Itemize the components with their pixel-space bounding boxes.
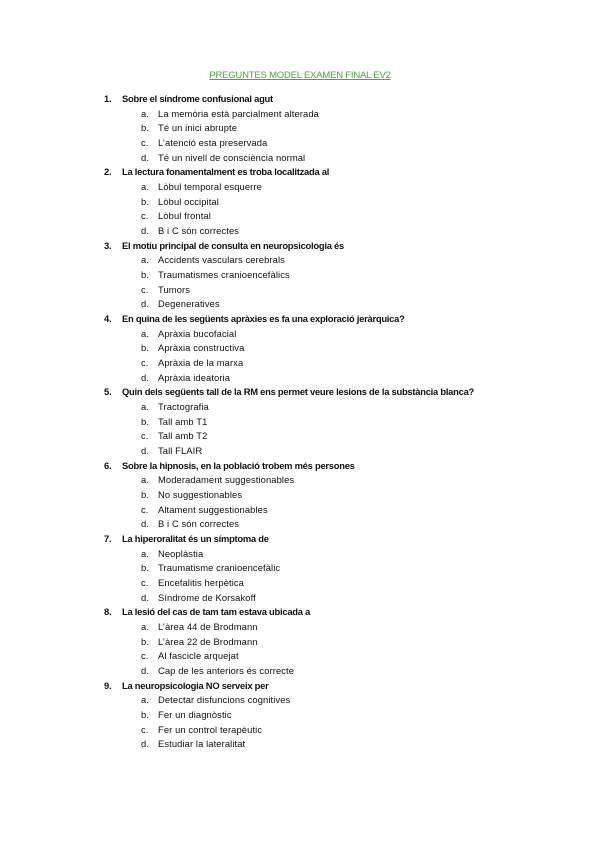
answer-option xyxy=(0,723,600,738)
question-text: Quin dels següents tall de la RM ens permet veure lesions de la substància blanca? xyxy=(122,386,475,398)
answer-option xyxy=(0,517,600,532)
question-text: La lectura fonamentalment es troba localitzada al xyxy=(122,166,330,178)
answer-option xyxy=(0,371,600,386)
option-text: La memòria està parcialment alterada xyxy=(158,107,319,119)
question-8 xyxy=(0,605,600,620)
option-text: No suggestionables xyxy=(158,489,243,500)
option-letter: b. xyxy=(141,489,150,500)
question-number: 7. xyxy=(104,533,112,545)
document-title: PREGUNTES MODEL EXAMEN FINAL EV2 xyxy=(209,70,391,81)
option-text: Moderadament suggestionables xyxy=(158,474,295,486)
option-text: Fer un diagnòstic xyxy=(158,709,232,721)
answer-option xyxy=(0,400,600,415)
option-text: B i C són correctes xyxy=(158,225,240,236)
question-9 xyxy=(0,679,600,694)
option-text: Lòbul temporal esquerre xyxy=(158,180,262,192)
option-text: Tall FLAIR xyxy=(158,445,203,457)
question-3 xyxy=(0,239,600,254)
question-number: 4. xyxy=(104,313,112,325)
option-letter: d. xyxy=(141,225,150,236)
answer-option xyxy=(0,708,600,723)
question-text: En quina de les següents apràxies es fa una exploració jeràrquica? xyxy=(122,313,405,325)
question-text: El motiu principal de consulta en neuropsicologia és xyxy=(122,239,344,251)
question-text: Sobre la hipnosis, en la població trobem més persones xyxy=(122,459,355,471)
option-text: Lòbul frontal xyxy=(158,210,211,222)
question-number: 1. xyxy=(104,93,112,104)
option-text: B i C són correctes xyxy=(158,518,240,530)
question-number: 5. xyxy=(104,386,112,398)
answer-option xyxy=(0,195,600,210)
answer-option xyxy=(0,268,600,283)
option-text: Té un inici abrupte xyxy=(158,122,238,134)
question-text: La lesió del cas de tam tam estava ubicada a xyxy=(122,606,311,618)
question-list xyxy=(0,92,600,752)
option-text: Detectar disfuncions cognitives xyxy=(158,694,291,706)
option-letter: d. xyxy=(141,298,150,310)
answer-option xyxy=(0,620,600,635)
option-letter: c. xyxy=(141,650,149,662)
option-text: Tall amb T2 xyxy=(158,430,208,442)
answer-option xyxy=(0,327,600,342)
answer-option xyxy=(0,503,600,518)
answer-option xyxy=(0,136,600,151)
option-letter: a. xyxy=(141,180,150,192)
question-6 xyxy=(0,459,600,474)
answer-option xyxy=(0,209,600,224)
option-text: Tall amb T1 xyxy=(158,415,208,427)
answer-option xyxy=(0,151,600,166)
answer-option xyxy=(0,561,600,576)
option-text: Fer un control terapèutic xyxy=(158,723,263,735)
option-letter: a. xyxy=(141,107,150,119)
question-number: 6. xyxy=(104,459,112,471)
option-text: L’àrea 22 de Brodmann xyxy=(158,635,258,647)
answer-option xyxy=(0,121,600,136)
option-letter: d. xyxy=(141,665,150,677)
option-letter: a. xyxy=(141,621,150,632)
question-text: Sobre el síndrome confusional agut xyxy=(122,93,273,104)
answer-option xyxy=(0,664,600,679)
option-text: Apràxia ideatoria xyxy=(158,371,231,383)
option-text: Tumors xyxy=(158,283,191,295)
option-text: L’àrea 44 de Brodmann xyxy=(158,621,258,632)
option-letter: b. xyxy=(141,415,150,427)
option-letter: b. xyxy=(141,635,150,647)
answer-option xyxy=(0,341,600,356)
question-text: La hiperoralitat és un símptoma de xyxy=(122,533,269,545)
answer-option xyxy=(0,107,600,122)
option-letter: c. xyxy=(141,210,149,222)
answer-option xyxy=(0,283,600,298)
option-letter: a. xyxy=(141,254,150,266)
option-letter: c. xyxy=(141,577,149,589)
option-text: Al fascicle arquejat xyxy=(158,650,239,662)
option-letter: b. xyxy=(141,122,150,134)
question-number: 8. xyxy=(104,606,112,618)
answer-option xyxy=(0,488,600,503)
option-letter: d. xyxy=(141,151,150,163)
option-text: Tractografia xyxy=(158,400,209,412)
option-letter: c. xyxy=(141,283,149,295)
option-letter: d. xyxy=(141,738,150,750)
answer-option xyxy=(0,591,600,606)
answer-option xyxy=(0,356,600,371)
option-text: Encefalitis herpètica xyxy=(158,577,244,589)
option-letter: c. xyxy=(141,357,149,368)
question-number: 2. xyxy=(104,166,112,178)
option-letter: b. xyxy=(141,268,150,280)
option-text: L’atenció esta preservada xyxy=(158,136,268,148)
option-letter: c. xyxy=(141,723,149,735)
answer-option xyxy=(0,415,600,430)
question-2 xyxy=(0,165,600,180)
answer-option xyxy=(0,547,600,562)
option-text: Síndrome de Korsakoff xyxy=(158,591,256,603)
option-letter: b. xyxy=(141,562,150,574)
answer-option xyxy=(0,429,600,444)
option-text: Apràxia de la marxa xyxy=(158,357,244,368)
answer-option xyxy=(0,693,600,708)
option-letter: a. xyxy=(141,327,150,339)
option-letter: d. xyxy=(141,591,150,603)
option-letter: c. xyxy=(141,503,149,515)
answer-option xyxy=(0,224,600,239)
option-text: Altament suggestionables xyxy=(158,503,268,515)
answer-option xyxy=(0,444,600,459)
answer-option xyxy=(0,737,600,752)
answer-option xyxy=(0,473,600,488)
option-letter: c. xyxy=(141,430,149,442)
option-letter: b. xyxy=(141,342,150,354)
option-text: Accidents vasculars cerebrals xyxy=(158,254,285,266)
option-letter: d. xyxy=(141,518,150,530)
question-number: 3. xyxy=(104,239,112,251)
option-letter: a. xyxy=(141,547,150,559)
option-letter: b. xyxy=(141,709,150,721)
option-letter: a. xyxy=(141,474,150,486)
answer-option xyxy=(0,180,600,195)
question-5 xyxy=(0,385,600,400)
question-number: 9. xyxy=(104,679,112,691)
option-text: Cap de les anteriors és correcte xyxy=(158,665,295,677)
answer-option xyxy=(0,649,600,664)
question-7 xyxy=(0,532,600,547)
answer-option xyxy=(0,576,600,591)
option-text: Neoplàstia xyxy=(158,547,204,559)
answer-option xyxy=(0,297,600,312)
option-text: Té un nivell de consciència normal xyxy=(158,151,306,163)
option-text: Lòbul occipital xyxy=(158,195,219,207)
option-letter: a. xyxy=(141,400,150,412)
option-letter: b. xyxy=(141,195,150,207)
option-text: Apràxia bucofacial xyxy=(158,327,237,339)
option-letter: d. xyxy=(141,445,150,457)
option-text: Estudiar la lateralitat xyxy=(158,738,246,750)
option-letter: d. xyxy=(141,371,150,383)
option-text: Apràxia constructiva xyxy=(158,342,245,354)
question-1 xyxy=(0,92,600,107)
answer-option xyxy=(0,635,600,650)
answer-option xyxy=(0,253,600,268)
question-text: La neuropsicologia NO serveix per xyxy=(122,679,269,691)
option-text: Degeneratives xyxy=(158,298,220,310)
option-text: Traumatismes cranioencefàlics xyxy=(158,268,290,280)
question-4 xyxy=(0,312,600,327)
option-letter: a. xyxy=(141,694,150,706)
option-letter: c. xyxy=(141,136,149,148)
option-text: Traumatisme cranioencefàlic xyxy=(158,562,281,574)
